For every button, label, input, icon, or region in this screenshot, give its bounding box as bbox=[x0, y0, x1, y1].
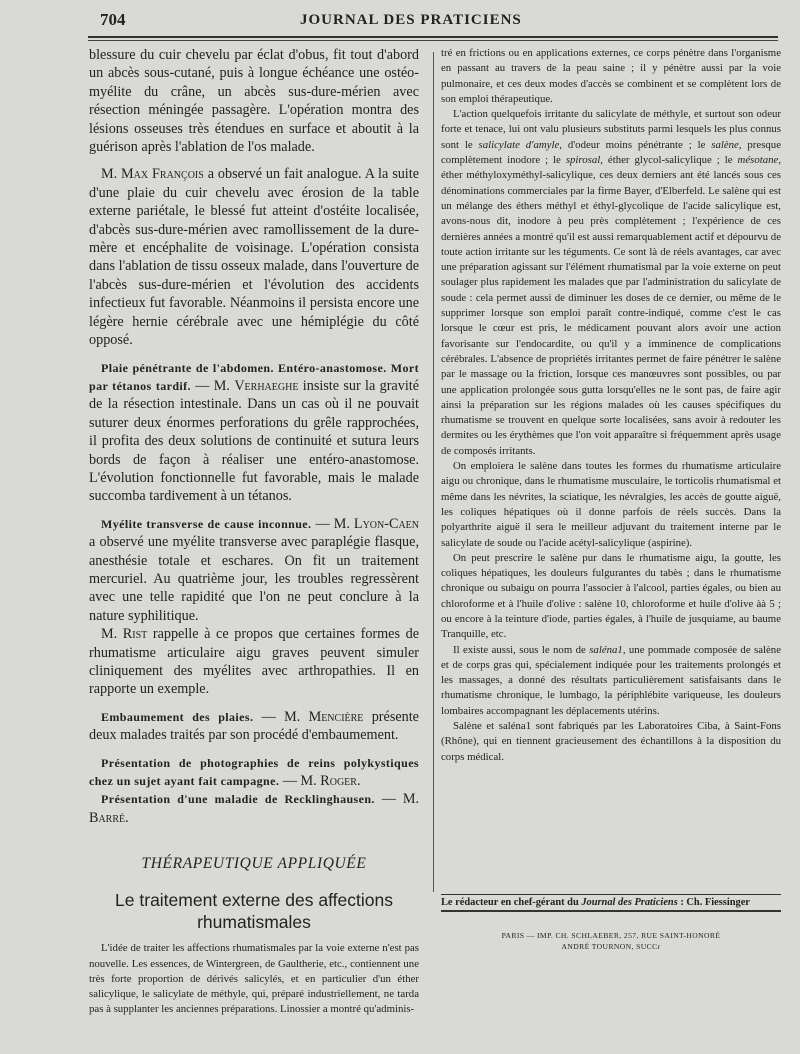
paragraph: M. Rist rappelle à ce propos que certaines formes de rhumatisme articulaire aigu graves peuvent simuler cliniquement des myélites avec arthropathies. Il en rapporte un exemple. bbox=[89, 626, 419, 698]
page-header bbox=[0, 0, 800, 44]
imprint-line: PARIS — IMP. CH. SCHLAEBER, 257, RUE SAINT-HONORÉ bbox=[501, 931, 721, 940]
paragraph: Plaie pénétrante de l'abdomen. Entéro-anastomose. Mort par tétanos tardif. — M. Verhaeghe insiste sur la gravité de la résection intestinale. Dans un cas où il ne pouvait suturer deux énormes perforations du grêle rapprochées, il profita des deux solutions de continuité et sutura leurs bords de façon à réaliser une entéro-anastomose. L'évolution fonctionnelle fut favorable, mais le malade succomba tardivement à un tétanos. bbox=[89, 360, 420, 505]
author-name: M. Rist bbox=[101, 626, 148, 643]
paragraph: L'action quelquefois irritante du salicylate de méthyle, et surtout son odeur forte et tenace, lui ont valu plusieurs substituts parmi lesquels les plus connus sont le salicylate d'amyle, d'odeur moins pénétrante ; le salène, presque complètement inodore ; le spirosal, éther glycol-salicylique ; le mésotane, éther méthyloxyméthyl-salicylique, ces deux derniers ant été lancés sous ces dénominations commerciales par la firme Bayer, d'Elberfeld. Le salène qui est un mélange des éthers méthyl et éthyl-glycolique de l'acide salicylique est, avons-nous dit, inodore à peu près complètement ; l'expérience de ces dernières années a montré qu'il est aussi remarquablement actif et dépourvu de toute action irritante sur les téguments. Ce sont là de réels avantages, car avec une préparation agissant sur l'élément rhumatismal par la voie externe on peut soulager plus rapidement les malades que par l'administration du salicylate de soude : cela permet aussi de diminuer les doses de ce dernier, ou même de le supprimer lorsque son emploi paraît contre-indiqué, comme c'est le cas lorsque le cœur est pris, le médicament pouvant alors avoir une action favorisante sur l'endocardite, ou qu'il y a imminence de complications cérébrales. L'absence de propriétés irritantes permet de faire pénétrer le salène par le massage ou la friction, lorsque ces manœuvres sont possibles, ou par une application prolongée sous gutta lorsqu'elles ne le sont pas, de faire agir ainsi la préparation sur les régions malades où les causes spécifiques du rhumatisme se trouvent en quelque sorte localisées, sans avoir à redouter les dermites ou les érythèmes que l'on voit apparaître si fréquemment après usage de composés irritants. bbox=[441, 108, 782, 457]
report-heading: Présentation d'une maladie de Recklinghausen. bbox=[101, 792, 375, 807]
article-title bbox=[89, 889, 419, 933]
paragraph: L'idée de traiter les affections rhumatismales par la voie externe n'est pas nouvelle. Les essences, de Wintergreen, de Gaultherie, etc., contiennent une très forte proportion de dérivés salicylés, et en particulier d'un éther salicylique, le salicylate de méthyle, qui, préparé industriellement, ne tarda pas à supplanter les anciennes préparations. Linossier a montré qu'adminis- bbox=[89, 942, 419, 1016]
report-heading: Embaumement des plaies. bbox=[101, 709, 254, 724]
journal-title: JOURNAL DES PRATICIENS bbox=[300, 12, 522, 28]
left-small-text bbox=[89, 941, 419, 1017]
report-heading: Myélite transverse de cause inconnue. bbox=[101, 516, 312, 531]
section-title: THÉRAPEUTIQUE APPLIQUÉE bbox=[141, 855, 367, 873]
right-column bbox=[441, 46, 781, 765]
report-heading: Plaie pénétrante de l'abdomen. Entéro-anastomose. Mort par tétanos tardif. bbox=[89, 360, 419, 393]
author-name: Lyon-Caen bbox=[353, 515, 419, 532]
right-small-text bbox=[441, 46, 781, 765]
page-number: 704 bbox=[100, 10, 126, 29]
report-heading: Présentation de photographies de reins polykystiques chez un sujet ayant fait campagne. bbox=[89, 755, 419, 789]
paragraph: tré en frictions ou en applications externes, ce corps pénètre dans l'organisme en passant au travers de la peau saine ; il y pénètre aussi par la voie pulmonaire, et ces deux modes d'accès se combinent et se complètent lors de son emploi thérapeutique. bbox=[441, 47, 781, 105]
article-title-line: Le traitement externe des affections bbox=[115, 890, 393, 911]
header-rule bbox=[88, 36, 778, 38]
paragraph: M. Max François a observé un fait analogue. A la suite d'une plaie du cuir chevelu avec érosion de la table externe pariétale, le blessé fut atteint d'ostéite localisée, d'abcès sus-dure-mérien avec ramollissement de la dure-mère et encéphalite de voisinage. L'opération consista dans l'ablation de tissu osseux malade, dans l'ouverture de l'abcès sus-dure-mérien et l'évolution des accidents infectieux fut favorable. Néanmoins il persista encore une légère hernie cérébrale avec une hémiplégie du côté opposé. bbox=[89, 166, 419, 349]
author-name: Mencière bbox=[308, 708, 364, 725]
paragraph: On emploiera le salène dans toutes les formes du rhumatisme articulaire aigu ou chronique, dans le rhumatisme musculaire, le torticolis rhumatismal et même dans les névrites, la sciatique, les névralgies, les accès de goutte aiguë, les coliques hépatiques où il donne parfois de réels succès. Dans la polyarthrite aiguë il sera le meilleur adjuvant du traitement interne par le salicylate de soude ou l'acide acétyl-salicylique (aspirine). bbox=[441, 460, 781, 549]
header-rule-thin bbox=[88, 40, 778, 41]
paragraph: Salène et saléna1 sont fabriqués par les Laboratoires Ciba, à Saint-Fons (Rhône), qui en tiennent gracieusement des échantillons à la disposition du corps médical. bbox=[441, 720, 781, 763]
article-title-line: rhumatismales bbox=[197, 912, 311, 933]
paragraph: blessure du cuir chevelu par éclat d'obus, fit tout d'abord un abcès sous-cutané, puis à longue échéance une ostéo-myélite du crâne, un abcès sus-dure-mérien avec résection méningée passagère. L'opération montra des lésions osseuses très étendues en surface et aboutit à la guérison après l'ablation de l'os malade. bbox=[89, 47, 419, 156]
paragraph: Présentation de photographies de reins polykystiques chez un sujet ayant fait campagne. — M. Roger. bbox=[89, 755, 419, 790]
paragraph: On peut prescrire le salène pur dans le rhumatisme aigu, la goutte, les coliques hépatiques, les douleurs fulgurantes du tabès ; dans le rhumatisme chronique ou subaigu on pourra l'associer à l'alcool, parties égales, ou bien au chloroforme et à l'huile d'olive : salène 10, chloroforme et huile d'olive àà 5 ; ou encore à la teinture d'iode, parties égales, à l'huile de jusquiame, au baume Tranquille, etc. bbox=[441, 551, 781, 641]
author-name: Roger bbox=[320, 773, 357, 790]
printer-imprint bbox=[441, 930, 781, 952]
left-large-text bbox=[89, 46, 419, 827]
editor-line: Le rédacteur en chef-gérant du Journal des Praticiens : Ch. Fiessinger bbox=[441, 894, 781, 912]
author-name: Barré bbox=[89, 809, 126, 826]
column-divider bbox=[433, 52, 434, 892]
author-name: Verhaeghe bbox=[234, 377, 299, 394]
paragraph: Myélite transverse de cause inconnue. — M. Lyon-Caen a observé une myélite transverse avec paraplégie flasque, anesthésie totale et eschares. On fit un traitement mercuriel. Au quatrième jour, les troubles regressèrent avec une telle rapidité que l'on ne peut conclure à la nature syphilitique. bbox=[89, 515, 419, 624]
paragraph: Embaumement des plaies. — M. Mencière présente deux malades traités par son procédé d'embaumement. bbox=[89, 708, 419, 744]
paragraph: Présentation d'une maladie de Recklinghausen. — M. Barré. bbox=[89, 791, 419, 826]
imprint-line: ANDRÉ TOURNON, SUCCr bbox=[561, 942, 661, 951]
paragraph: Il existe aussi, sous le nom de saléna1, une pommade composée de salène et de corps gras qui, spécialement indiquée pour les traitements prolongés et les massages, a donné des résultats particulièrement satisfaisants dans le rhumatisme chronique, le lumbago, la périphlébite variqueuse, les douleurs lombaires accompagnant les déplacements utérins. bbox=[441, 643, 781, 717]
left-column bbox=[89, 46, 419, 1018]
author-name: M. Max François bbox=[101, 166, 204, 183]
